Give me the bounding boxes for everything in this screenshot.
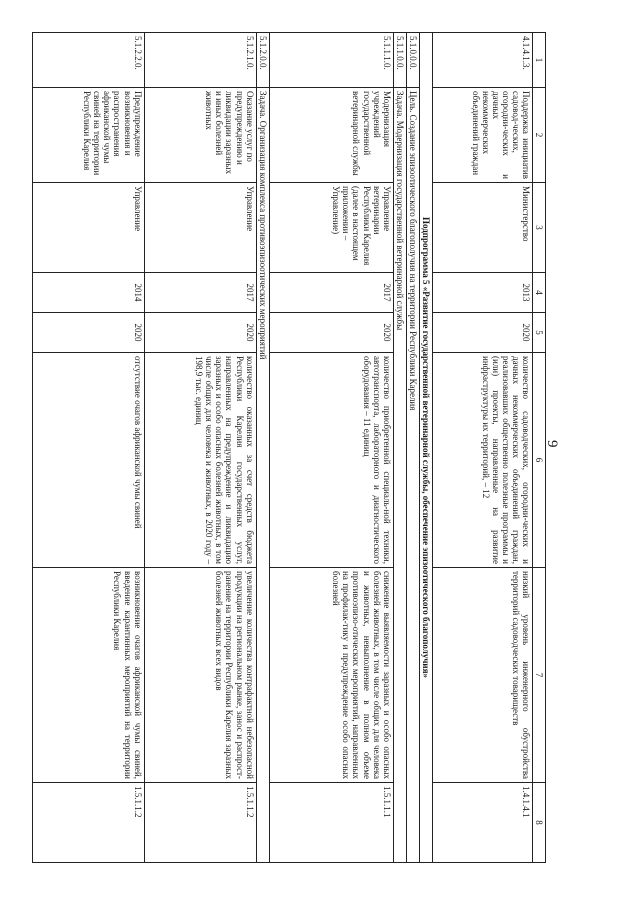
activity-indicator: 1.5.1.1.1: [269, 783, 393, 863]
activity-start-year: 2017: [144, 273, 256, 313]
activity-code: 5.1.2.2.0.: [32, 33, 144, 88]
task-row: [393, 33, 406, 863]
activity-consequence: снижение выявляемости заразных и особо опасных болезней животных, в том числе общих для человека и животных, невыполнение в полном объеме противоэпизо-отических мероприятий, направленных на профилак-тику и предупреждение особо опасных болезней: [269, 568, 393, 783]
header-cell: 3: [532, 183, 545, 273]
activity-consequence: увеличение количества контрафактной небезопасной продукции на региональном рынке, занос и распрост-ранение на территории Республики Карелия заразных болезней животных всех видов: [144, 568, 256, 783]
table-row: [432, 33, 532, 863]
activity-start-year: 2014: [32, 273, 144, 313]
header-cell: 4: [532, 273, 545, 313]
header-cell: 2: [532, 88, 545, 183]
program-activities-table: [32, 32, 546, 863]
activity-end-year: 2020: [432, 313, 532, 353]
activity-end-year: 2020: [32, 313, 144, 353]
activity-executor: Министерство: [432, 183, 532, 273]
subprogram-title: Подпрограмма 5 «Развитие государственной ветеринарной службы, обеспечение эпизоотического благополучия»: [419, 33, 432, 863]
header-row: [532, 33, 545, 863]
task-text: Задача. Модернизация государственной ветеринарной службы: [393, 88, 406, 863]
goal-text: Цель. Создание эпизоотического благополучия на территории Республики Карелия: [406, 88, 419, 863]
task-text: Задача. Организация комплекса противоэпизоотических мероприятий: [256, 88, 269, 863]
table-row: [32, 33, 144, 863]
activity-result: количество оказанных за счет средств бюджета Республики Карелия государственных услуг, направленных на предупреждение и ликвидацию заразных и особо опасных болезней животных, в том числе общих для человека и животных, в 2020 году – 198,9 тыс. единиц: [144, 353, 256, 568]
activity-end-year: 2020: [144, 313, 256, 353]
activity-consequence: возникновение очагов африканской чумы свиней, введение карантинных мероприятий на территории Республики Карелия: [32, 568, 144, 783]
activity-name: Модернизация учреждений государственной ветеринарной службы: [269, 88, 393, 183]
table-row: [269, 33, 393, 863]
page-number: 9: [544, 440, 560, 448]
activity-indicator: 1.5.1.1.2: [144, 783, 256, 863]
activity-executor: Управление ветеринарии Республики Карелия (далее в настоящем приложении – Управление): [269, 183, 393, 273]
task-code: 5.1.2.0.0.: [256, 33, 269, 88]
goal-code: 5.1.0.0.0.: [406, 33, 419, 88]
activity-indicator: 1.4.1.4.1: [432, 783, 532, 863]
activity-start-year: 2013: [432, 273, 532, 313]
activity-code: 4.1.4.1.3.: [432, 33, 532, 88]
activity-end-year: 2020: [269, 313, 393, 353]
activity-name: Оказание услуг по предупреждению и ликвидации заразных и иных болезней животных: [144, 88, 256, 183]
goal-row: [406, 33, 419, 863]
activity-result: количество приобретенной специаль-ной техники, автотранспорта, лабораторного и диагностического оборудования – 11 единиц: [269, 353, 393, 568]
header-cell: 1: [532, 33, 545, 88]
activity-name: Поддержка инициатив садовод-ческих, огородни-ческих и дачных некоммерческих объединений граждан: [432, 88, 532, 183]
task-row: [256, 33, 269, 863]
activity-name: Предупреждение возникновения и распространения африканской чумы свиней на территории Республики Карелия: [32, 88, 144, 183]
activity-executor: Управление: [144, 183, 256, 273]
header-cell: 7: [532, 568, 545, 783]
header-cell: 5: [532, 313, 545, 353]
header-cell: 8: [532, 783, 545, 863]
activity-result: количество садоводческих, огородни-ческих и дачных некоммерческих объединений граждан, реализовавших общественно полезные программы и (или) проекты, направленные на развитие инфраструктуры их территорий, – 12: [432, 353, 532, 568]
activity-executor: Управление: [32, 183, 144, 273]
activity-start-year: 2017: [269, 273, 393, 313]
activity-consequence: низкий уровень инженерного обустройства территорий садоводческих товариществ: [432, 568, 532, 783]
subprogram-row: [419, 33, 432, 863]
task-code: 5.1.1.0.0.: [393, 33, 406, 88]
rotated-table-container: [32, 32, 546, 862]
activity-indicator: 1.5.1.1.2: [32, 783, 144, 863]
activity-code: 5.1.1.1.0.: [269, 33, 393, 88]
activity-code: 5.1.2.1.0.: [144, 33, 256, 88]
table-row: [144, 33, 256, 863]
activity-result: отсутствие очагов африканской чумы свиней: [32, 353, 144, 568]
header-cell: 6: [532, 353, 545, 568]
